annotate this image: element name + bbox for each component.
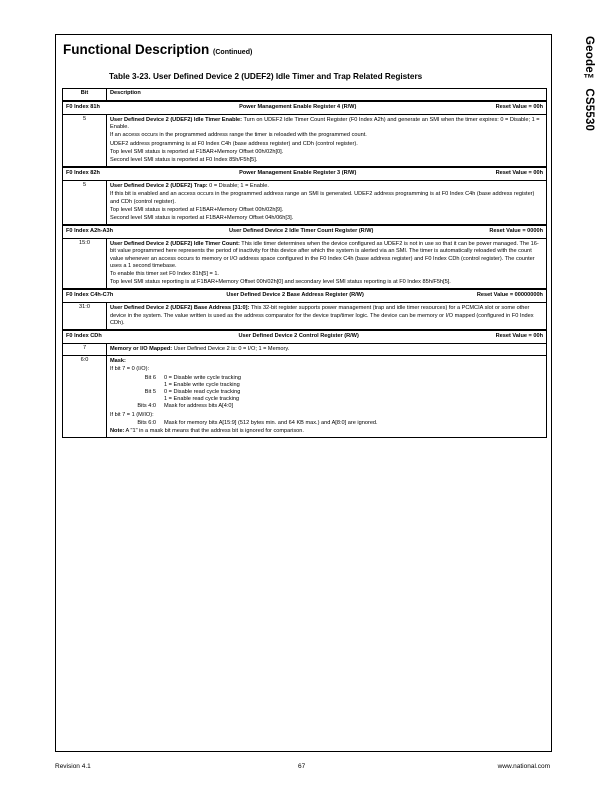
section-reset: Reset Value = 00h	[495, 170, 543, 177]
field-name: Memory or I/O Mapped:	[110, 346, 173, 353]
section-header-82h	[63, 167, 547, 181]
description-cell	[107, 239, 547, 290]
section-index: F0 Index 81h	[66, 104, 100, 110]
paragraph: Top level SMI status is reported at F1BAR+Memory Offset 00h/02h[9].	[110, 206, 284, 213]
table-row	[63, 356, 547, 438]
bit-label: Bits 4:0	[137, 403, 156, 410]
section-header-a2h	[63, 225, 547, 239]
field-desc: This 32-bit register supports power management (trap and idle timer resources) for a PCMCIA slot or some other device in the system. The value written is used as the address comparator for the device trap/timer logic. The device can be memory or I/O mapped (configured in F0 Index CDh).	[110, 305, 534, 326]
section-reset: Reset Value = 00h	[495, 104, 543, 110]
bit-definition	[110, 375, 543, 411]
section-name: Power Management Enable Register 3 (R/W)	[239, 170, 357, 177]
paragraph: If bit 7 = 1 (M/IO):	[110, 411, 154, 418]
section-name: User Defined Device 2 Base Address Register (R/W)	[226, 292, 364, 299]
bit-value: 0 = Disable write cycle tracking	[164, 374, 241, 381]
section-name: Power Management Enable Register 4 (R/W)	[239, 104, 357, 110]
bit-value: Mask for address bits A[4:0]	[164, 403, 234, 410]
bit-definition	[110, 420, 543, 427]
bit-cell: 7	[63, 344, 107, 356]
description-cell	[107, 115, 547, 168]
header-description: Description	[107, 89, 547, 102]
section-index: F0 Index C4h-C7h	[66, 292, 114, 299]
field-desc: Turn on UDEF2 Idle Timer Count Register (F0 Index A2h) and generate an SMI when the timer expires: 0 = Disable; 1 = Enable.	[110, 117, 540, 131]
section-reset: Reset Value = 00h	[495, 333, 543, 340]
field-name: User Defined Device 2 (UDEF2) Idle Timer Enable:	[110, 117, 243, 123]
note-label: Note:	[110, 428, 125, 435]
bit-cell: 5	[63, 181, 107, 226]
section-reset: Reset Value = 00000000h	[476, 292, 543, 299]
side-product-label: Geode™ CS5530	[583, 36, 595, 132]
field-desc: User Defined Device 2 is: 0 = I/O; 1 = Memory.	[172, 346, 290, 353]
bit-cell: 5	[63, 115, 107, 168]
paragraph: Top level SMI status is reported at F1BAR+Memory Offset 00h/02h[0].	[110, 148, 284, 155]
section-header-81h	[63, 101, 547, 115]
field-name: User Defined Device 2 (UDEF2) Idle Timer Count:	[110, 241, 240, 248]
bit-label: Bits 6:0	[137, 419, 156, 426]
bit-value: Mask for memory bits A[15:9] (512 bytes min. and 64 KB max.) and A[8:0] are ignored.	[164, 419, 378, 426]
section-header-cdh	[63, 330, 547, 344]
section-index: F0 Index CDh	[66, 333, 102, 340]
section-index: F0 Index A2h-A3h	[66, 228, 114, 235]
note-text: A "1" in a mask bit means that the address bit is ignored for comparison.	[124, 428, 304, 435]
table-row	[63, 239, 547, 290]
table-caption: Table 3-23. User Defined Device 2 (UDEF2) Idle Timer and Trap Related Registers	[109, 72, 423, 81]
paragraph: To enable this timer set F0 Index 81h[5] = 1.	[110, 271, 219, 278]
paragraph: UDEF2 address programming is at F0 Index C4h (base address register) and CDh (control register).	[110, 140, 358, 147]
table-row	[63, 115, 547, 168]
section-name: User Defined Device 2 Control Register (R/W)	[238, 333, 359, 340]
description-cell	[107, 181, 547, 226]
table-row	[63, 303, 547, 330]
field-name: Mask:	[110, 358, 126, 365]
table-row	[63, 344, 547, 356]
bit-cell: 31:0	[63, 303, 107, 330]
field-desc: This idle timer determines when the device configured as UDEF2 is not in use so that it can be power managed. The 16-bit value programmed here represents the period of inactivity for this device after which the system is alerted via an SMI. The timer is automatically reloaded with the count value whenever an access occurs to memory or I/O address space configured in the F0 Index C4h (base address register) and F0 Index CDh (control register). The counter uses a 1 second timebase.	[110, 241, 539, 269]
description-cell	[107, 303, 547, 330]
paragraph: If this bit is enabled and an access occurs in the programmed address range an SMI is generated. UDEF2 address programming is at F0 Index C4h (base address register) and CDh (control register).	[110, 191, 535, 205]
description-cell	[107, 356, 547, 438]
header-bit: Bit	[63, 89, 107, 102]
field-name: User Defined Device 2 (UDEF2) Trap:	[110, 183, 208, 190]
bit-label: Bit 6	[144, 374, 156, 381]
footer-revision: Revision 4.1	[55, 763, 91, 770]
section-header-c4h	[63, 289, 547, 303]
paragraph: If bit 7 = 0 (I/O):	[110, 366, 150, 373]
paragraph: Second level SMI status is reported at F1BAR+Memory Offset 04h/06h[3].	[110, 215, 294, 222]
footer-page-number: 67	[298, 763, 306, 770]
section-reset: Reset Value = 0000h	[489, 228, 543, 235]
footer-website: www.national.com	[497, 763, 550, 770]
paragraph: Top level SMI status reporting is at F1BAR+Memory Offset 00h/02h[0] and secondary level SMI status reporting is at F0 Index 85h/F5h[5].	[110, 279, 451, 286]
page-title-text: Functional Description	[63, 42, 210, 57]
page-title	[63, 42, 252, 57]
paragraph: Second level SMI status is reported at F0 Index 85h/F5h[5].	[110, 157, 258, 164]
table-header-row	[63, 89, 547, 102]
paragraph: If an access occurs in the programmed address range the timer is reloaded with the programmed count.	[110, 132, 367, 139]
bit-value: 1 = Enable write cycle tracking	[164, 381, 240, 388]
bit-value: 1 = Enable read cycle tracking	[164, 396, 240, 403]
section-name: User Defined Device 2 Idle Timer Count Register (R/W)	[228, 228, 374, 235]
bit-label: Bit 5	[144, 389, 156, 396]
field-name: User Defined Device 2 (UDEF2) Base Address [31:0]:	[110, 305, 250, 312]
section-index: F0 Index 82h	[66, 170, 100, 177]
description-cell	[107, 344, 547, 356]
page-title-suffix: (Continued)	[213, 49, 253, 56]
field-desc: 0 = Disable; 1 = Enable.	[207, 183, 269, 190]
bit-cell: 15:0	[63, 239, 107, 290]
table-row	[63, 181, 547, 226]
bit-cell: 6:0	[63, 356, 107, 438]
bit-value: 0 = Disable read cycle tracking	[164, 389, 241, 396]
register-table	[62, 88, 547, 438]
